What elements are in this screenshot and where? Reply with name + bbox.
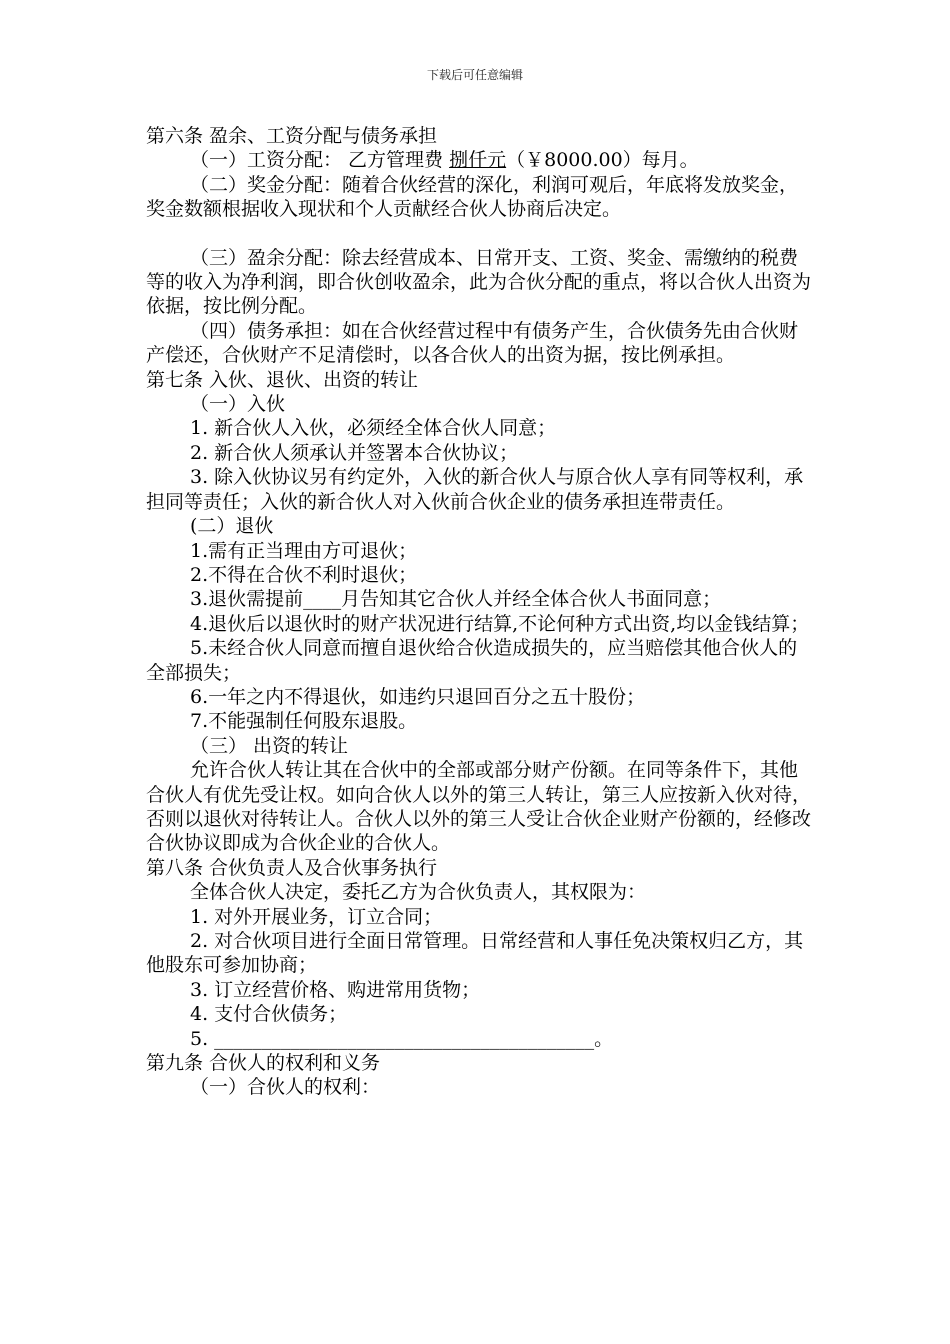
paragraph-text: （三） 出资的转让: [190, 734, 349, 757]
paragraph-text: 1. 对外开展业务，订立合同；: [190, 905, 443, 928]
paragraph-text: （一）合伙人的权利：: [190, 1076, 381, 1099]
paragraph-text: 2. 对合伙项目进行全面日常管理。日常经营和人事任免决策权归乙方，其他股东可参加协商；: [146, 930, 804, 977]
paragraph-text: 第八条 合伙负责人及合伙事务执行: [146, 856, 438, 879]
paragraph: [146, 929, 814, 978]
paragraph: [146, 368, 814, 392]
paragraph-text: 7.不能强制任何股东退股。: [190, 710, 418, 733]
paragraph-text-tail: （￥8000.00）每月。: [506, 149, 699, 172]
paragraph-text: （四）债务承担：如在合伙经营过程中有债务产生，合伙债务先由合伙财产偿还，合伙财产不足清偿时，以各合伙人的出资为据，按比例承担。: [146, 319, 799, 367]
paragraph-text: 全体合伙人决定，委托乙方为合伙负责人，其权限为：: [190, 881, 647, 904]
paragraph-text: （一）工资分配： 乙方管理费: [190, 149, 450, 172]
paragraph-text: （二）奖金分配：随着合伙经营的深化，利润可观后，年底将发放奖金，奖金数额根据收入现状和个人贡献经合伙人协商后决定。: [146, 173, 799, 221]
paragraph: [146, 514, 814, 538]
paragraph-text: 第六条 盈余、工资分配与债务承担: [146, 125, 438, 147]
paragraph-text: （一）入伙: [190, 393, 286, 416]
paragraph: [146, 173, 814, 222]
paragraph: [146, 148, 814, 172]
paragraph: [146, 587, 814, 611]
paragraph: [146, 685, 814, 709]
paragraph: [146, 392, 814, 416]
paragraph: [146, 1075, 814, 1099]
paragraph-text: (二）退伙: [190, 515, 274, 538]
paragraph: [146, 246, 814, 319]
paragraph-text: 3. 除入伙协议另有约定外，入伙的新合伙人与原合伙人享有同等权利，承担同等责任；入伙的新合伙人对入伙前合伙企业的债务承担连带责任。: [146, 466, 804, 513]
paragraph: [146, 758, 814, 856]
paragraph: [146, 465, 814, 514]
page-header-note: 下载后可任意编辑: [426, 68, 523, 82]
paragraph-text: 4. 支付合伙债务；: [190, 1003, 348, 1026]
paragraph-text: 3.退伙需提前____月告知其它合伙人并经全体合伙人书面同意；: [190, 588, 722, 611]
paragraph: [146, 709, 814, 733]
paragraph-text: 3. 订立经营价格、购进常用货物；: [190, 978, 481, 1001]
blank-line: [146, 222, 814, 246]
paragraph-text: 5.未经合伙人同意而擅自退伙给合伙造成损失的，应当赔偿其他合伙人的全部损失；: [146, 637, 798, 684]
paragraph-text: 2.不得在合伙不利时退伙；: [190, 563, 418, 586]
underlined-amount: 捌仟元: [449, 149, 507, 172]
paragraph: [146, 880, 814, 904]
paragraph-text: 6.一年之内不得退伙，如违约只退回百分之五十股份；: [190, 685, 646, 708]
paragraph: [146, 416, 814, 440]
paragraph: [146, 1051, 814, 1075]
paragraph: [146, 636, 814, 685]
paragraph: [146, 124, 814, 148]
paragraph: [146, 734, 814, 758]
paragraph-text: 允许合伙人转让其在合伙中的全部或部分财产份额。在同等条件下，其他合伙人有优先受让权。如向合伙人以外的第三人转让，第三人应按新入伙对待，否则以退伙对待转让人。合伙人以外的第三人受让合伙企业财产份额的，经修改合伙协议即成为合伙企业的合伙人。: [146, 759, 812, 855]
paragraph-text: （三）盈余分配：除去经营成本、日常开支、工资、奖金、需缴纳的税费等的收入为净利润，即合伙创收盈余，此为合伙分配的重点，将以合伙人出资为依据，按比例分配。: [146, 246, 812, 318]
paragraph-text: 第七条 入伙、退伙、出资的转让: [146, 368, 419, 391]
paragraph: [146, 539, 814, 563]
paragraph: [146, 856, 814, 880]
document-body: [146, 124, 814, 1100]
paragraph: [146, 1027, 814, 1051]
paragraph: [146, 612, 814, 636]
paragraph: [146, 978, 814, 1002]
paragraph-text: 4.退伙后以退伙时的财产状况进行结算,不论何种方式出资,均以金钱结算；: [190, 612, 810, 635]
paragraph-text: 1. 新合伙人入伙，必须经全体合伙人同意；: [190, 417, 557, 440]
paragraph-text: 5. ________________________________________。: [190, 1027, 614, 1050]
paragraph: [146, 905, 814, 929]
paragraph: [146, 563, 814, 587]
paragraph: [146, 1002, 814, 1026]
paragraph: [146, 319, 814, 368]
paragraph-text: 第九条 合伙人的权利和义务: [146, 1052, 381, 1075]
paragraph: [146, 441, 814, 465]
paragraph-text: 1.需有正当理由方可退伙；: [190, 539, 418, 562]
paragraph-text: 2. 新合伙人须承认并签署本合伙协议；: [190, 441, 519, 464]
